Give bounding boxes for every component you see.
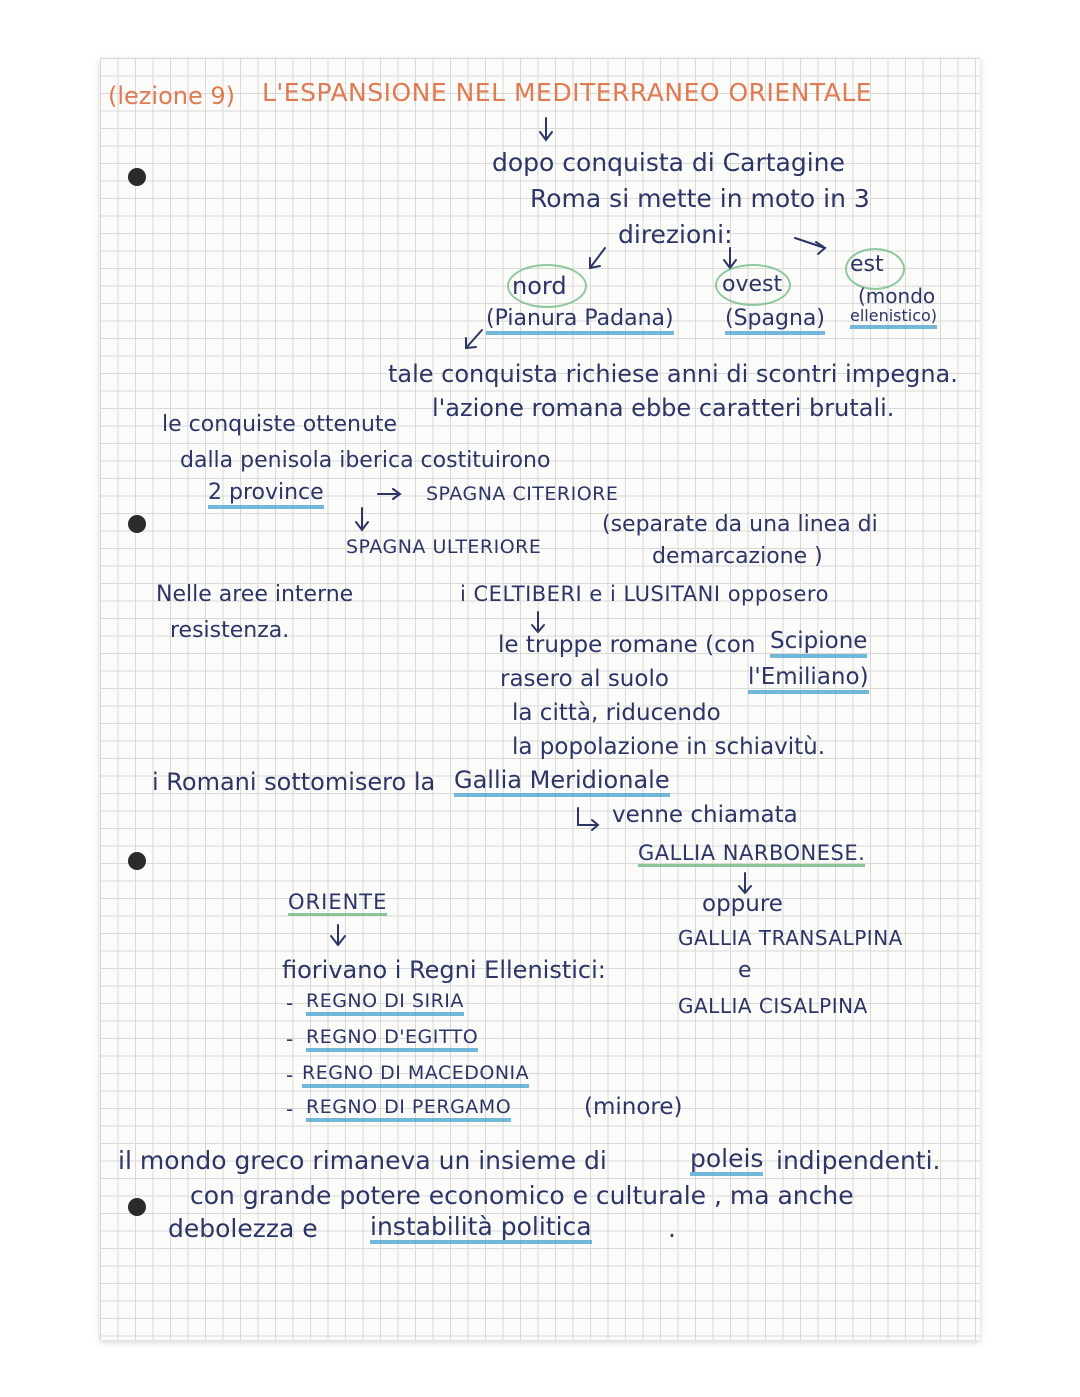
binder-hole-2 bbox=[128, 515, 146, 533]
troops-emiliano: l'Emiliano) bbox=[748, 666, 869, 694]
kingdom-pergamo: REGNO DI PERGAMO bbox=[306, 1098, 511, 1122]
iberia-separated-1: (separate da una linea di bbox=[602, 512, 878, 537]
greek-line-2: con grande potere economico e culturale , ma anche bbox=[190, 1181, 854, 1210]
greek-line-3c: . bbox=[668, 1214, 676, 1243]
greek-line-1a: il mondo greco rimaneva un insieme di bbox=[118, 1146, 607, 1175]
gallia-or: oppure bbox=[702, 891, 783, 917]
orient-flourish: fiorivano i Regni Ellenistici: bbox=[282, 956, 606, 984]
intro-line-1: dopo conquista di Cartagine bbox=[492, 148, 845, 177]
kingdom-dash: - bbox=[286, 991, 294, 1015]
direction-north: nord bbox=[512, 272, 567, 300]
troops-line-1: le truppe romane (con bbox=[498, 632, 756, 658]
kingdom-egitto: REGNO D'EGITTO bbox=[306, 1028, 478, 1052]
kingdom-dash: - bbox=[286, 1097, 294, 1121]
direction-west-detail: (Spagna) bbox=[725, 308, 825, 335]
direction-west: ovest bbox=[722, 272, 783, 297]
spagna-ulteriore: SPAGNA ULTERIORE bbox=[346, 536, 542, 558]
page-title: L'ESPANSIONE NEL MEDITERRANEO ORIENTALE bbox=[262, 78, 873, 107]
gallia-called: venne chiamata bbox=[612, 802, 798, 828]
gallia-line-1: i Romani sottomisero la bbox=[152, 768, 436, 796]
troops-line-3: la città, riducendo bbox=[512, 700, 721, 726]
direction-north-detail: (Pianura Padana) bbox=[486, 308, 674, 335]
gallia-cisalpina: GALLIA CISALPINA bbox=[678, 994, 868, 1018]
gallia-transalpina: GALLIA TRANSALPINA bbox=[678, 926, 903, 950]
troops-scipione: Scipione bbox=[770, 630, 867, 658]
conquest-line-1: tale conquista richiese anni di scontri impegna. bbox=[388, 360, 958, 388]
kingdom-siria: REGNO DI SIRIA bbox=[306, 992, 464, 1016]
iberia-separated-2: demarcazione ) bbox=[652, 544, 823, 569]
iberia-line-1: le conquiste ottenute bbox=[162, 412, 398, 437]
binder-hole-1 bbox=[128, 168, 146, 186]
greek-line-1b: indipendenti. bbox=[776, 1146, 941, 1175]
iberia-provinces: 2 province bbox=[208, 482, 324, 509]
conquest-line-2: l'azione romana ebbe caratteri brutali. bbox=[432, 394, 895, 422]
resistance-opposers: i CELTIBERI e i LUSITANI opposero bbox=[460, 582, 829, 606]
iberia-line-2: dalla penisola iberica costituirono bbox=[180, 448, 551, 473]
gallia-meridionale: Gallia Meridionale bbox=[454, 768, 670, 797]
kingdom-macedonia: REGNO DI MACEDONIA bbox=[302, 1064, 529, 1088]
spagna-citeriore: SPAGNA CITERIORE bbox=[426, 483, 619, 505]
resistance-left-2: resistenza. bbox=[170, 618, 290, 643]
greek-poleis: poleis bbox=[690, 1146, 763, 1176]
lesson-number: (lezione 9) bbox=[108, 82, 235, 110]
resistance-left-1: Nelle aree interne bbox=[156, 582, 354, 607]
binder-hole-4 bbox=[128, 1198, 146, 1216]
kingdom-dash: - bbox=[286, 1027, 294, 1051]
intro-line-2: Roma si mette in moto in 3 bbox=[530, 184, 870, 213]
kingdom-dash: - bbox=[286, 1063, 294, 1087]
kingdom-minor-note: (minore) bbox=[584, 1094, 683, 1120]
binder-hole-3 bbox=[128, 852, 146, 870]
gallia-and: e bbox=[738, 958, 752, 983]
troops-line-2: rasero al suolo bbox=[500, 666, 669, 692]
greek-instability: instabilità politica bbox=[370, 1214, 592, 1244]
direction-east-detail-2: ellenistico) bbox=[850, 308, 937, 329]
orient-heading: ORIENTE bbox=[288, 890, 388, 914]
greek-line-3a: debolezza e bbox=[168, 1214, 318, 1243]
intro-line-3: direzioni: bbox=[618, 220, 733, 249]
troops-line-4: la popolazione in schiavitù. bbox=[512, 734, 826, 760]
direction-east-detail-1: (mondo bbox=[858, 284, 936, 308]
gallia-narbonese: GALLIA NARBONESE. bbox=[638, 841, 866, 865]
direction-east: est bbox=[850, 252, 884, 277]
